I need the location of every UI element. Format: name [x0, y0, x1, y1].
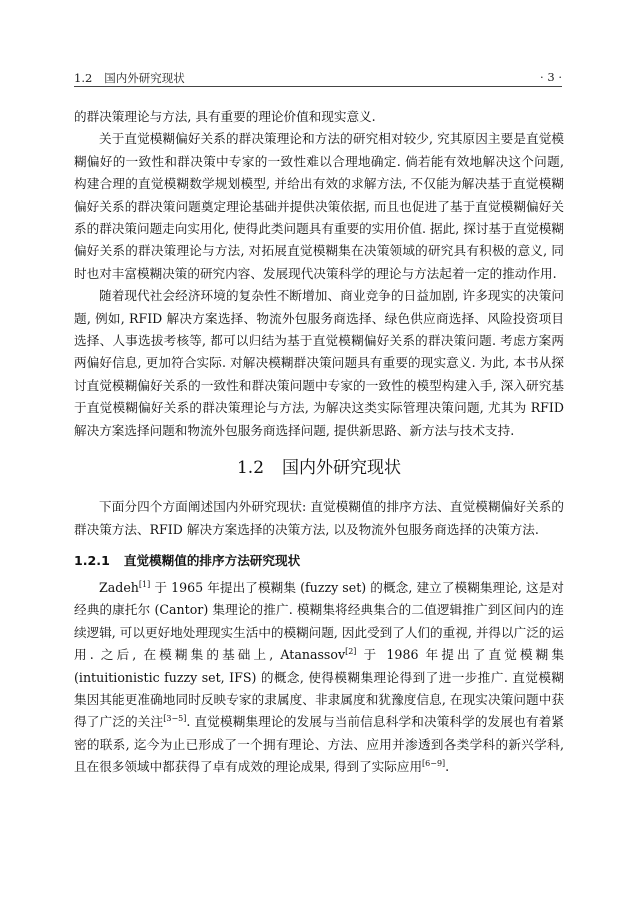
section-number: 1.2: [236, 458, 265, 479]
citation-ref: [1]: [138, 579, 151, 589]
section-intro-paragraph: 下面分四个方面阐述国内外研究现状: 直觉模糊值的排序方法、直觉模糊偏好关系的群决策方法、RFID 解决方案选择的决策方法, 以及物流外包服务商选择的决策方法.: [74, 499, 564, 537]
author-zadeh: Zadeh: [99, 579, 139, 595]
text-run: . 直觉模糊集理论的发展与当前信息科学和决策科学的发展也有着紧密的联系, 迄今为止已形成了一个拥有理论、方法、应用并渗透到各类学科的新兴学科, 且在很多领域中都获得了卓有成效的理论成果, 得到了实际应用: [74, 714, 565, 775]
page-number: · 3 ·: [540, 70, 562, 84]
citation-ref: [6−9]: [422, 758, 446, 768]
header-section-title: 国内外研究现状: [104, 71, 185, 85]
subsection-title: 直觉模糊值的排序方法研究现状: [123, 552, 301, 568]
subsection-heading: [74, 551, 564, 571]
subsection-number: 1.2.1: [74, 552, 110, 568]
paragraph: 关于直觉模糊偏好关系的群决策理论和方法的研究相对较少, 究其原因主要是直觉模糊偏好的一致性和群决策中专家的一致性难以合理地确定. 倘若能有效地解决这个问题, 构建合理的直觉模糊数学规划模型, 并给出有效的求解方法, 不仅能为解决基于直觉模糊偏好关系的群决策问题奠定理论基础并提供决策依据, 而且也促进了基于直觉模糊偏好关系的群决策问题走向实用化, 使得此类问题具有重要的实用价值. 据此, 探讨基于直觉模糊偏好关系的群决策理论与方法, 对拓展直觉模糊集在决策领域的研究具有积极的意义, 同时也对丰富模糊决策的研究内容、发展现代决策科学的理论与方法起着一定的推动作用.: [74, 131, 564, 281]
page-body: [74, 106, 564, 779]
text-run: .: [445, 759, 450, 775]
header-section: [74, 70, 185, 86]
header-section-number: 1.2: [74, 71, 93, 85]
text-run: 于 1965 年提出了模糊集 (fuzzy set) 的概念, 建立了模糊集理论, 这是对经典的康托尔 (Cantor) 集理论的推广. 模糊集将经典集合的二值逻辑推广到区间内的连续逻辑, 可以更好地处理现实生活中的模糊问题, 因此受到了人们的重视, 并得以广泛的运用. 之后, 在模糊集的基础上, Atanassov: [74, 579, 564, 663]
paragraph-continuation: 的群决策理论与方法, 具有重要的理论价值和现实意义.: [74, 109, 376, 124]
citation-ref: [3−5]: [163, 714, 187, 724]
paragraph-fuzzy-set-history: [74, 577, 564, 779]
citation-ref: [2]: [345, 646, 357, 656]
paragraph: 随着现代社会经济环境的复杂性不断增加、商业竞争的日益加剧, 许多现实的决策问题, 例如, RFID 解决方案选择、物流外包服务商选择、绿色供应商选择、风险投资项目选择、人事选拔考核等, 都可以归结为基于直觉模糊偏好关系的群决策问题. 考虑方案两两偏好信息, 更加符合实际. 对解决模糊群决策问题具有重要的现实意义. 为此, 本书从探讨直觉模糊偏好关系的一致性和群决策问题中专家的一致性的模型构建入手, 深入研究基于直觉模糊偏好关系的群决策理论与方法, 为解决这类实际管理决策问题, 尤其为 RFID 解决方案选择问题和物流外包服务商选择问题, 提供新思路、新方法与技术支持.: [74, 288, 564, 438]
section-heading: [74, 456, 564, 480]
text-run: 于 1986 年提出了直觉模糊集 (intuitionistic fuzzy set, IFS) 的概念, 使得模糊集理论得到了进一步推广. 直觉模糊集因其能更准确地同时反映专家的隶属度、非隶属度和犹豫度信息, 在现实决策问题中获得了广泛的关注: [74, 647, 564, 730]
section-title: 国内外研究现状: [282, 458, 402, 479]
running-header: [74, 66, 562, 87]
